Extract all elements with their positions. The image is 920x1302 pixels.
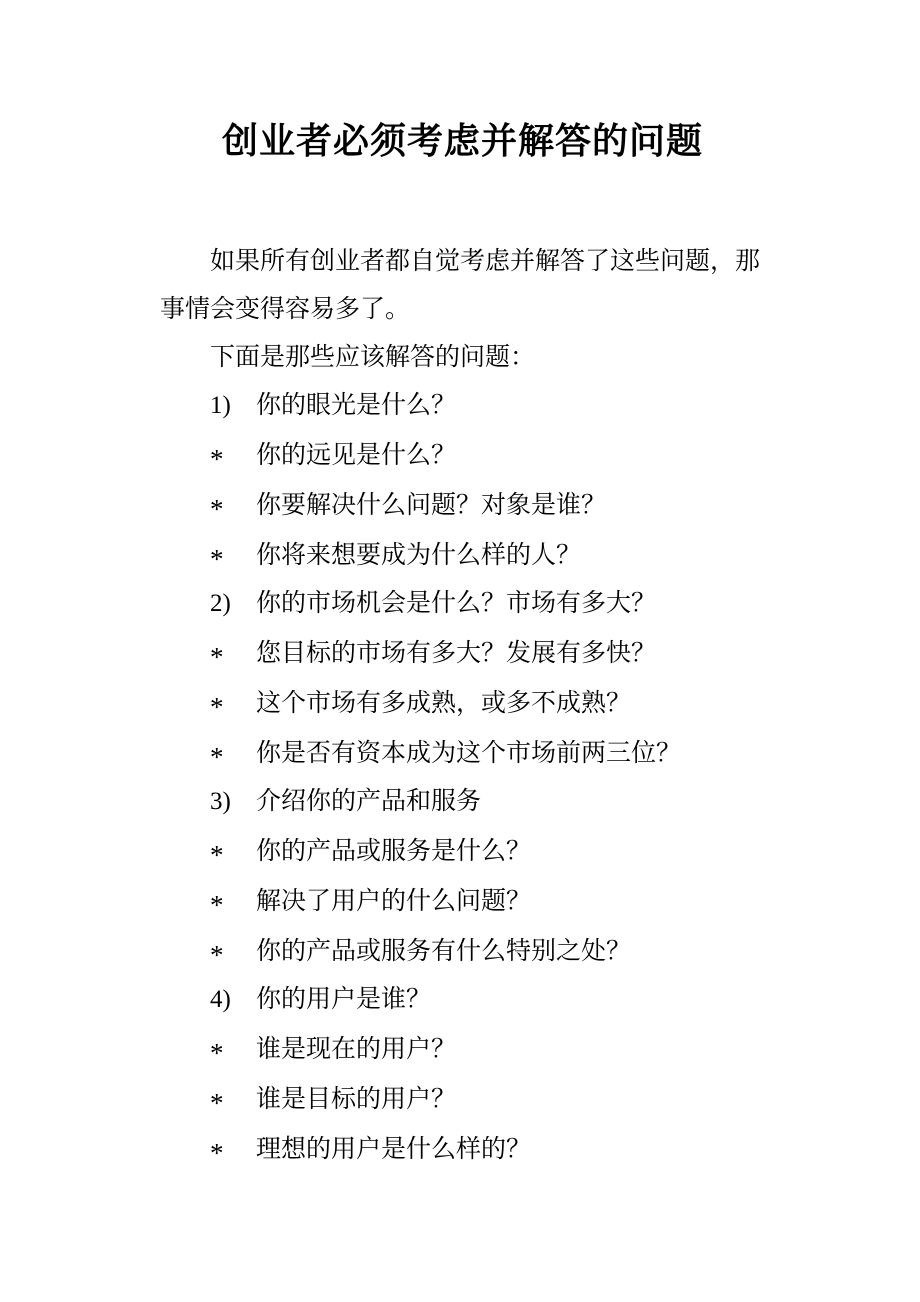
list-item-text: 你是否有资本成为这个市场前两三位？	[256, 740, 682, 767]
list-item-marker: *	[210, 642, 224, 672]
list-item-marker: *	[210, 494, 224, 524]
list-item-text: 你的用户是谁？	[256, 986, 432, 1013]
list-item-text: 这个市场有多成熟，或多不成熟？	[256, 690, 632, 717]
list-item-text: 你的远见是什么？	[256, 442, 457, 469]
list-item-text: 您目标的市场有多大？发展有多快？	[256, 640, 657, 667]
list-item	[160, 1124, 765, 1174]
list-item-marker: *	[210, 840, 224, 870]
list-item	[160, 926, 765, 976]
list-item-marker: *	[210, 1038, 224, 1068]
list-item	[160, 976, 765, 1024]
list-item-text: 介绍你的产品和服务	[256, 788, 482, 815]
list-item-text: 你的产品或服务有什么特别之处？	[256, 938, 632, 965]
list-item-marker: *	[210, 444, 224, 474]
list-item-marker: *	[210, 890, 224, 920]
list-item	[160, 530, 765, 580]
list-item	[160, 678, 765, 728]
list-item-text: 谁是目标的用户？	[256, 1086, 457, 1113]
list-item-marker: 1)	[210, 392, 231, 419]
list-item	[160, 826, 765, 876]
list-item	[160, 728, 765, 778]
list-item-marker: *	[210, 692, 224, 722]
intro-paragraph-line-1: 如果所有创业者都自觉考虑并解答了这些问题，那	[210, 248, 761, 275]
list-item-text: 解决了用户的什么问题？	[256, 888, 532, 915]
list-item-marker: *	[210, 544, 224, 574]
list-item	[160, 430, 765, 480]
list-item	[160, 778, 765, 826]
list-item-marker: *	[210, 1088, 224, 1118]
list-item-marker: 3)	[210, 788, 231, 815]
list-item	[160, 480, 765, 530]
list-item-text: 谁是现在的用户？	[256, 1036, 457, 1063]
list-intro-line: 下面是那些应该解答的问题：	[210, 344, 536, 371]
list-item-text: 你的产品或服务是什么？	[256, 838, 532, 865]
list-item-text: 你将来想要成为什么样的人？	[256, 542, 582, 569]
list-item	[160, 382, 765, 430]
list-item	[160, 1074, 765, 1124]
list-item	[160, 1024, 765, 1074]
list-item-marker: 4)	[210, 986, 231, 1013]
list-item-marker: *	[210, 940, 224, 970]
list-item	[160, 580, 765, 628]
document-body	[160, 238, 765, 1174]
list-item-text: 你的市场机会是什么？市场有多大？	[256, 590, 657, 617]
list-item	[160, 876, 765, 926]
list-item-marker: 2)	[210, 590, 231, 617]
list-item-text: 理想的用户是什么样的？	[256, 1136, 532, 1163]
intro-paragraph-line-2: 事情会变得容易多了。	[160, 296, 411, 323]
list-item-text: 你的眼光是什么？	[256, 392, 457, 419]
list-item-marker: *	[210, 742, 224, 772]
document-title: 创业者必须考虑并解答的问题	[221, 121, 703, 162]
list-item-marker: *	[210, 1138, 224, 1168]
list-item	[160, 628, 765, 678]
list-item-text: 你要解决什么问题？对象是谁？	[256, 492, 607, 519]
